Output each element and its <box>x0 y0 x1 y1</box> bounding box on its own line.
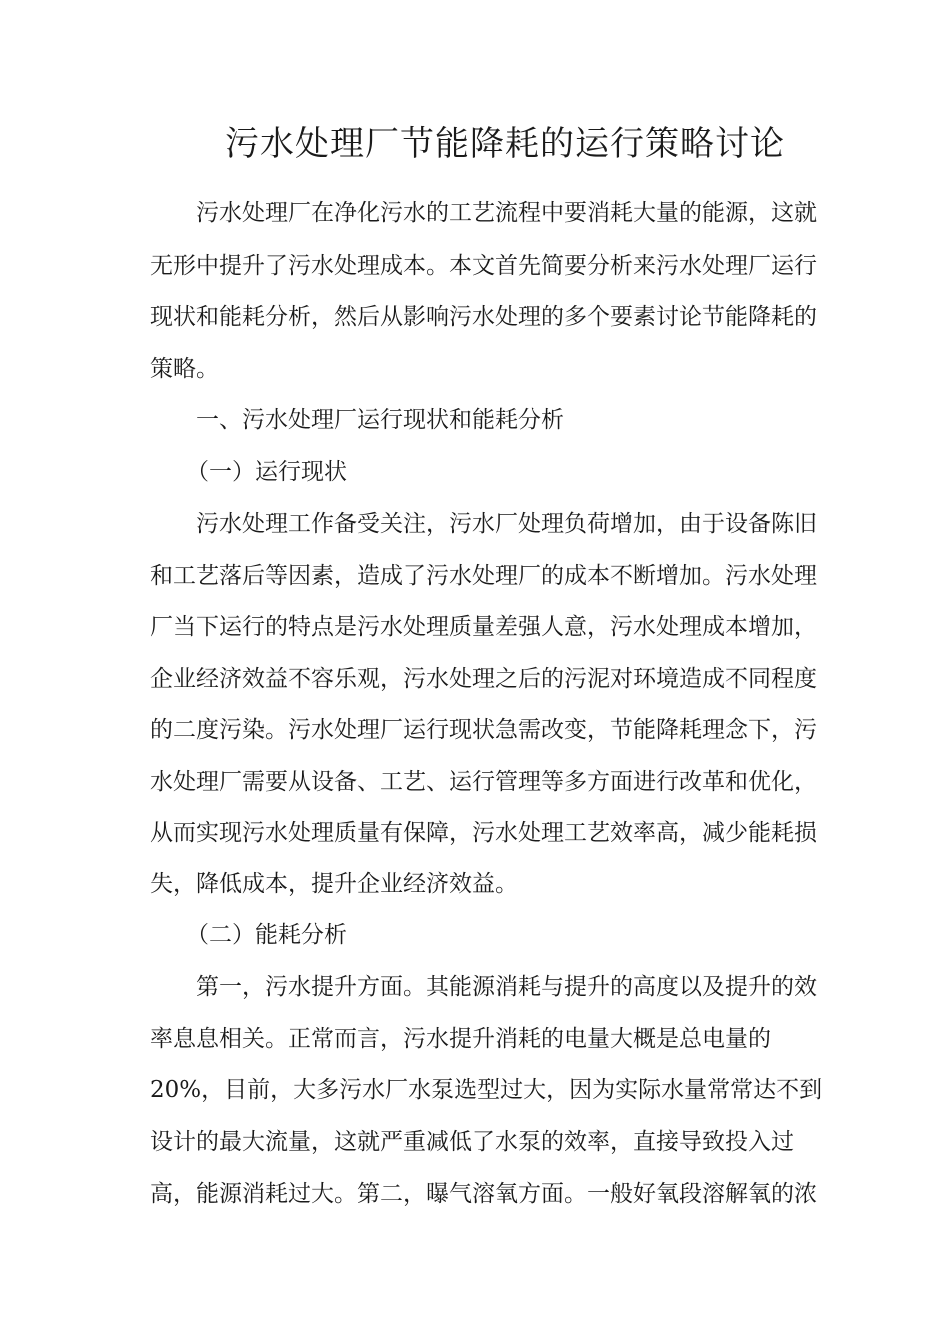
document-title: 污水处理厂节能降耗的运行策略讨论 <box>225 124 785 164</box>
paragraph-line: 现状和能耗分析，然后从影响污水处理的多个要素讨论节能降耗的 <box>150 304 817 330</box>
paragraph-line: 污水处理厂在净化污水的工艺流程中要消耗大量的能源，这就 <box>196 200 817 226</box>
section-heading: 一、污水处理厂运行现状和能耗分析 <box>196 407 564 433</box>
paragraph-line: 失，降低成本，提升企业经济效益。 <box>150 871 518 897</box>
paragraph-line: 率息息相关。正常而言，污水提升消耗的电量大概是总电量的 <box>150 1026 771 1052</box>
paragraph-line: 和工艺落后等因素，造成了污水处理厂的成本不断增加。污水处理 <box>150 563 817 589</box>
subsection-heading: （二）能耗分析 <box>186 922 347 948</box>
paragraph-line: 策略。 <box>150 356 219 382</box>
paragraph-line: 高，能源消耗过大。第二，曝气溶氧方面。一般好氧段溶解氧的浓 <box>150 1181 817 1207</box>
paragraph-line: 第一，污水提升方面。其能源消耗与提升的高度以及提升的效 <box>196 974 817 1000</box>
paragraph-line: 的二度污染。污水处理厂运行现状急需改变，节能降耗理念下，污 <box>150 717 817 743</box>
paragraph-line: 无形中提升了污水处理成本。本文首先简要分析来污水处理厂运行 <box>150 253 817 279</box>
paragraph-line: 从而实现污水处理质量有保障，污水处理工艺效率高，减少能耗损 <box>150 820 817 846</box>
subsection-heading: （一）运行现状 <box>186 459 347 485</box>
paragraph-line: 设计的最大流量，这就严重减低了水泵的效率，直接导致投入过 <box>150 1129 794 1155</box>
paragraph-line: 企业经济效益不容乐观，污水处理之后的污泥对环境造成不同程度 <box>150 666 817 692</box>
paragraph-line: 厂当下运行的特点是污水处理质量差强人意，污水处理成本增加， <box>150 614 817 640</box>
paragraph-line: 污水处理工作备受关注，污水厂处理负荷增加，由于设备陈旧 <box>196 511 817 537</box>
paragraph-line: 20%，目前，大多污水厂水泵选型过大，因为实际水量常常达不到 <box>150 1077 823 1103</box>
paragraph-line: 水处理厂需要从设备、工艺、运行管理等多方面进行改革和优化， <box>150 769 817 795</box>
